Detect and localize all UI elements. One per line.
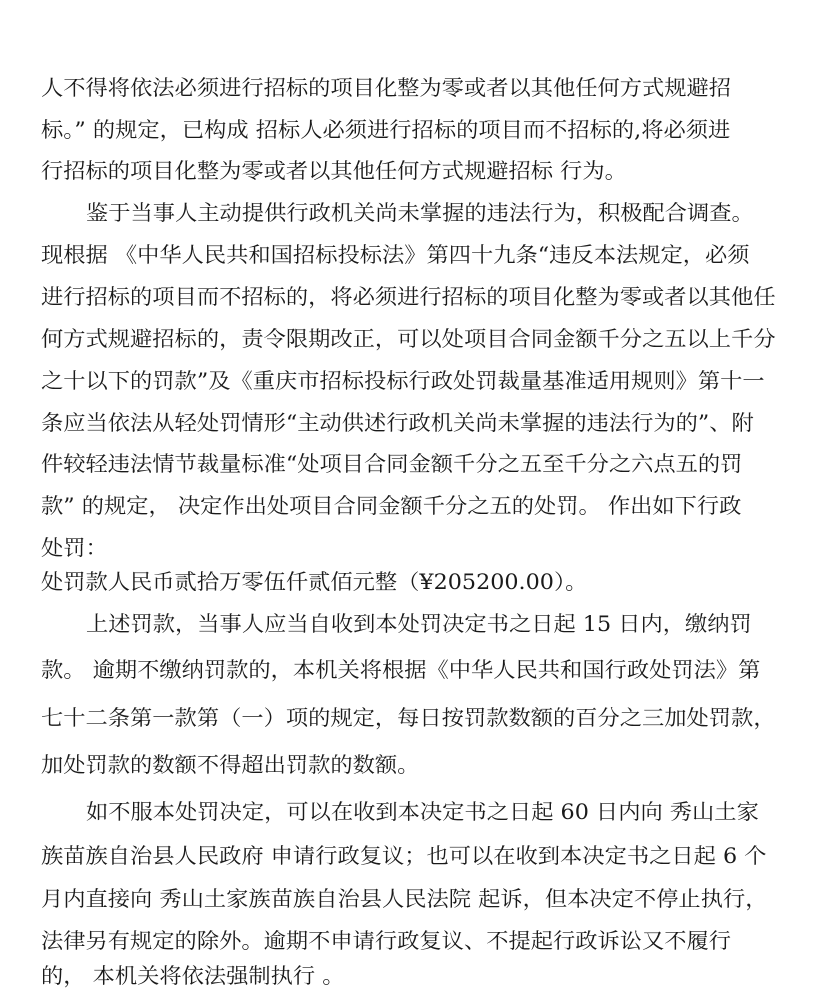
text-line: 款。 逾期不缴纳罚款的，本机关将根据《中华人民共和国行政处罚法》第 xyxy=(41,658,761,682)
text-line: 现根据 《中华人民共和国招标投标法》第四十九条“违反本法规定，必须 xyxy=(41,243,750,267)
text-line: 人不得将依法必须进行招标的项目化整为零或者以其他任何方式规避招 xyxy=(41,76,732,100)
text-line: 七十二条第一款第（一）项的规定，每日按罚款数额的百分之三加处罚款， xyxy=(41,706,776,730)
text-line: 之十以下的罚款”及《重庆市招标投标行政处罚裁量基准适用规则》第十一 xyxy=(41,369,765,393)
text-line: 条应当依法从轻处罚情形“主动供述行政机关尚未掌握的违法行为的”、附 xyxy=(41,411,754,435)
text-line: 款” 的规定， 决定作出处项目合同金额千分之五的处罚。 作出如下行政 xyxy=(41,494,742,518)
text-line: 行招标的项目化整为零或者以其他任何方式规避招标 行为。 xyxy=(41,159,627,183)
text-line: 如不服本处罚决定，可以在收到本决定书之日起 60 日内向 秀山土家 xyxy=(86,800,759,824)
text-line: 处罚： xyxy=(41,536,108,560)
text-line: 加处罚款的数额不得超出罚款的数额。 xyxy=(41,753,420,777)
text-line: 的， 本机关将依法强制执行 。 xyxy=(41,964,345,988)
text-line: 月内直接向 秀山土家族苗族自治县人民法院 起诉，但本决定不停止执行， xyxy=(41,887,768,911)
text-line: 何方式规避招标的，责令限期改正，可以处项目合同金额千分之五以上千分 xyxy=(41,327,776,351)
text-line: 上述罚款，当事人应当自收到本处罚决定书之日起 15 日内，缴纳罚 xyxy=(86,612,752,636)
text-line: 族苗族自治县人民政府 申请行政复议；也可以在收到本决定书之日起 6 个 xyxy=(41,844,767,868)
text-line: 鉴于当事人主动提供行政机关尚未掌握的违法行为，积极配合调查。 xyxy=(86,201,754,225)
penalty-amount-line: 处罚款人民币贰拾万零伍仟贰佰元整（¥205200.00）。 xyxy=(41,570,588,594)
text-line: 件较轻违法情节裁量标准“处项目合同金额千分之五至千分之六点五的罚 xyxy=(41,452,743,476)
text-line: 法律另有规定的除外。逾期不申请行政复议、不提起行政诉讼又不履行 xyxy=(41,929,732,953)
text-line: 进行招标的项目而不招标的，将必须进行招标的项目化整为零或者以其他任 xyxy=(41,285,776,309)
text-line: 标。” 的规定，已构成 招标人必须进行招标的项目而不招标的,将必须进 xyxy=(41,118,731,142)
